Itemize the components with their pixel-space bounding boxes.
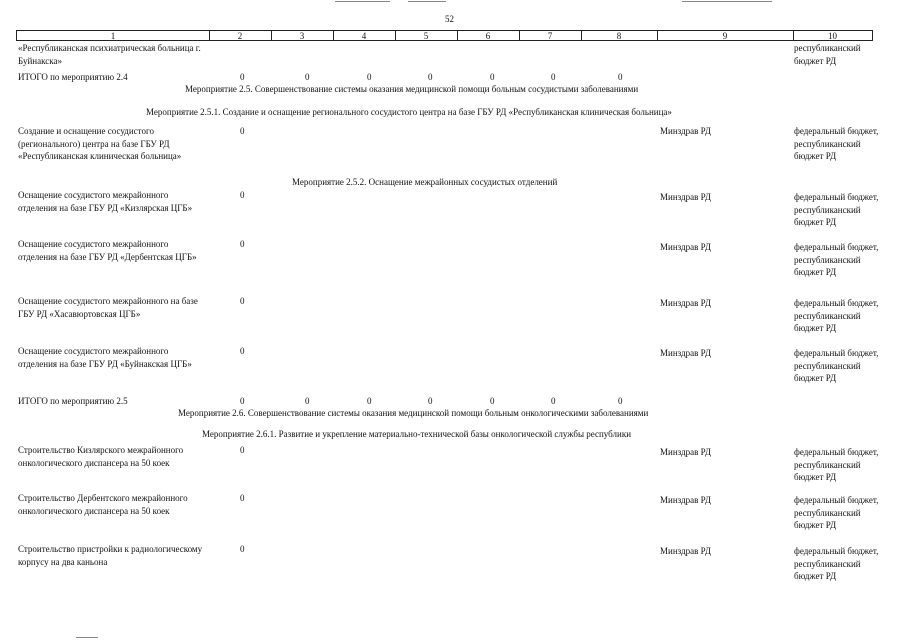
- col-num-6: 6: [485, 31, 491, 41]
- row-value: 0: [240, 445, 245, 455]
- total-value: 0: [367, 72, 372, 82]
- row-value: 0: [240, 190, 245, 200]
- row-name: Оснащение сосудистого межрайонного отделения на базе ГБУ РД «Буйнакская ЦГБ»: [18, 346, 192, 369]
- total-value: 0: [428, 72, 433, 82]
- scan-line: [408, 1, 446, 2]
- row-funding: республиканский бюджет РД: [794, 43, 861, 66]
- row-name: Оснащение сосудистого межрайонного отделения на базе ГБУ РД «Дербентская ЦГБ»: [18, 239, 197, 262]
- total-value: 0: [618, 72, 623, 82]
- page-number: 52: [445, 14, 454, 24]
- row-value: 0: [240, 346, 245, 356]
- scan-line: [76, 637, 98, 638]
- row-executor: Минздрав РД: [660, 192, 712, 202]
- col-num-2: 2: [237, 31, 243, 41]
- col-num-1: 1: [110, 31, 116, 41]
- col-num-3: 3: [299, 31, 305, 41]
- scan-line: [682, 1, 772, 2]
- row-name: Оснащение сосудистого межрайонного отделения на базе ГБУ РД «Кизлярская ЦГБ»: [18, 190, 193, 213]
- row-executor: Минздрав РД: [660, 298, 712, 308]
- row-value: 0: [240, 126, 245, 136]
- row-funding: федеральный бюджет, республиканский бюджет РД: [794, 447, 879, 483]
- row-funding: федеральный бюджет, республиканский бюджет РД: [794, 192, 879, 228]
- total-value: 0: [367, 396, 372, 406]
- row-name: Создание и оснащение сосудистого (регионального) центра на базе ГБУ РД «Республиканская клиническая больница»: [18, 126, 182, 162]
- row-executor: Минздрав РД: [660, 242, 712, 252]
- row-funding: федеральный бюджет, республиканский бюджет РД: [794, 242, 879, 278]
- row-funding: федеральный бюджет, республиканский бюджет РД: [794, 348, 879, 384]
- col-num-10: 10: [828, 31, 837, 41]
- row-funding: федеральный бюджет, республиканский бюджет РД: [794, 495, 879, 531]
- section-heading: Мероприятие 2.5. Совершенствование системы оказания медицинской помощи больным сосудистыми заболеваниями: [185, 84, 639, 94]
- total-value: 0: [428, 396, 433, 406]
- scan-line: [335, 1, 390, 2]
- col-num-7: 7: [547, 31, 553, 41]
- total-label: ИТОГО по мероприятию 2.4: [18, 72, 128, 82]
- subsection-heading: Мероприятие 2.5.2. Оснащение межрайонных сосудистых отделений: [292, 177, 558, 187]
- row-funding: федеральный бюджет, республиканский бюджет РД: [794, 298, 879, 334]
- row-name: Строительство Дербентского межрайонного онкологического диспансера на 50 коек: [18, 493, 188, 516]
- section-heading: Мероприятие 2.6. Совершенствование системы оказания медицинской помощи больным онкологическими заболеваниями: [178, 408, 649, 418]
- row-executor: Минздрав РД: [660, 348, 712, 358]
- total-value: 0: [240, 72, 245, 82]
- total-value: 0: [490, 72, 495, 82]
- total-label: ИТОГО по мероприятию 2.5: [18, 396, 128, 406]
- col-num-5: 5: [423, 31, 429, 41]
- subsection-heading: Мероприятие 2.5.1. Создание и оснащение регионального сосудистого центра на базе ГБУ РД «Республиканская клиническая больница»: [146, 107, 672, 117]
- row-funding: федеральный бюджет, республиканский бюджет РД: [794, 546, 879, 582]
- col-num-8: 8: [616, 31, 622, 41]
- subsection-heading: Мероприятие 2.6.1. Развитие и укрепление материально-технической базы онкологической службы республики: [202, 429, 632, 439]
- total-value: 0: [618, 396, 623, 406]
- row-funding: федеральный бюджет, республиканский бюджет РД: [794, 126, 879, 162]
- total-value: 0: [551, 396, 556, 406]
- row-value: 0: [240, 493, 245, 503]
- col-num-4: 4: [361, 31, 367, 41]
- row-executor: Минздрав РД: [660, 447, 712, 457]
- row-value: 0: [240, 239, 245, 249]
- total-value: 0: [240, 396, 245, 406]
- row-value: 0: [240, 544, 245, 554]
- total-value: 0: [490, 396, 495, 406]
- column-header-row: [16, 30, 873, 41]
- row-executor: Минздрав РД: [660, 495, 712, 505]
- row-executor: Минздрав РД: [660, 546, 712, 556]
- row-name: Строительство Кизлярского межрайонного онкологического диспансера на 50 коек: [18, 445, 184, 468]
- row-name: «Республиканская психиатрическая больница г. Буйнакска»: [18, 43, 201, 66]
- row-executor: Минздрав РД: [660, 126, 712, 136]
- col-num-9: 9: [722, 31, 728, 41]
- total-value: 0: [551, 72, 556, 82]
- row-value: 0: [240, 296, 245, 306]
- row-name: Оснащение сосудистого межрайонного на базе ГБУ РД «Хасавюртовская ЦГБ»: [18, 296, 198, 319]
- total-value: 0: [305, 72, 310, 82]
- row-name: Строительство пристройки к радиологическому корпусу на два каньона: [18, 544, 203, 567]
- total-value: 0: [305, 396, 310, 406]
